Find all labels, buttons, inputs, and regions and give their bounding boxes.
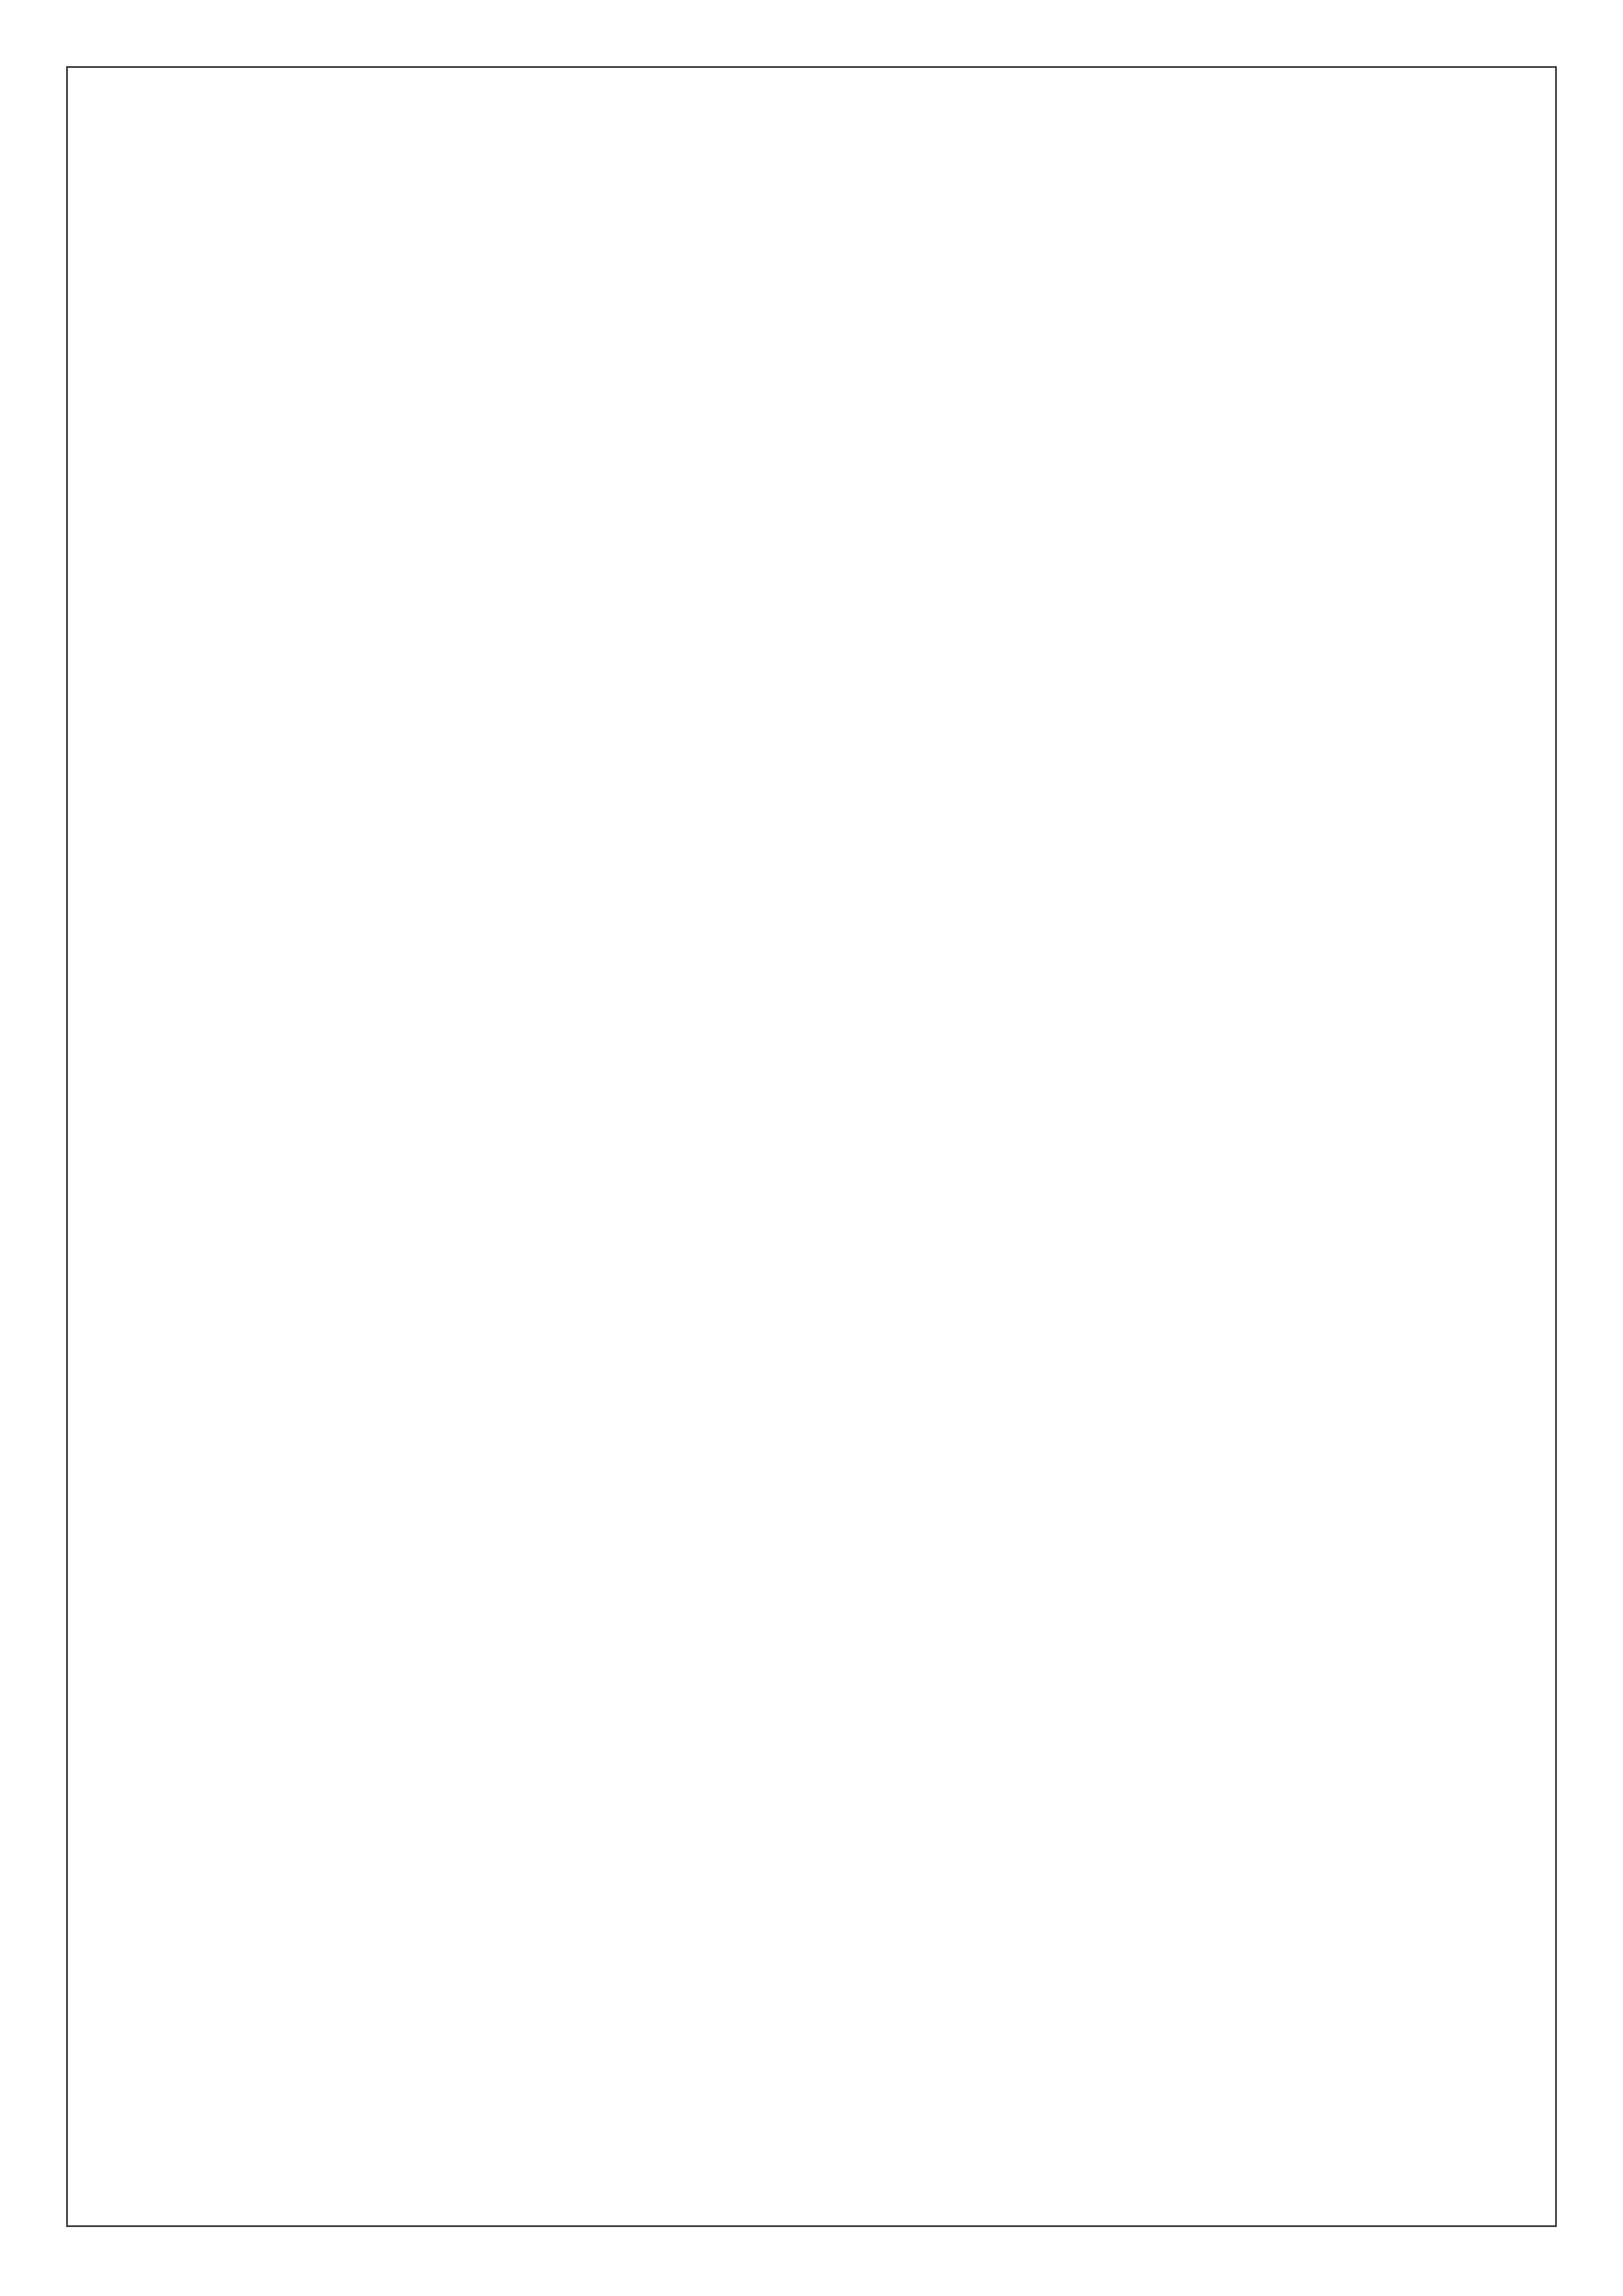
- paragraph-line: [133, 385, 1491, 485]
- document-body: [133, 185, 1491, 2082]
- paragraph-line: [133, 1982, 1491, 2082]
- paragraph-line: [133, 684, 1491, 784]
- paragraph-line: [133, 984, 1491, 1084]
- paragraph-line: [133, 1383, 1491, 1483]
- paragraph-line: [133, 185, 1491, 285]
- section-heading: [133, 485, 1491, 585]
- paragraph-line: [133, 1084, 1491, 1184]
- paragraph-line: [133, 1883, 1491, 1982]
- paragraph-line: [133, 784, 1491, 884]
- paragraph-line: [133, 884, 1491, 984]
- paragraph-line: [133, 1783, 1491, 1883]
- section-heading: [133, 1683, 1491, 1783]
- paragraph-line: [133, 285, 1491, 385]
- paragraph-line: [133, 1583, 1491, 1683]
- paragraph-line: [133, 1483, 1491, 1583]
- paragraph-line: [133, 1184, 1491, 1283]
- paragraph-line: [133, 585, 1491, 684]
- document-heading: [133, 1283, 1491, 1383]
